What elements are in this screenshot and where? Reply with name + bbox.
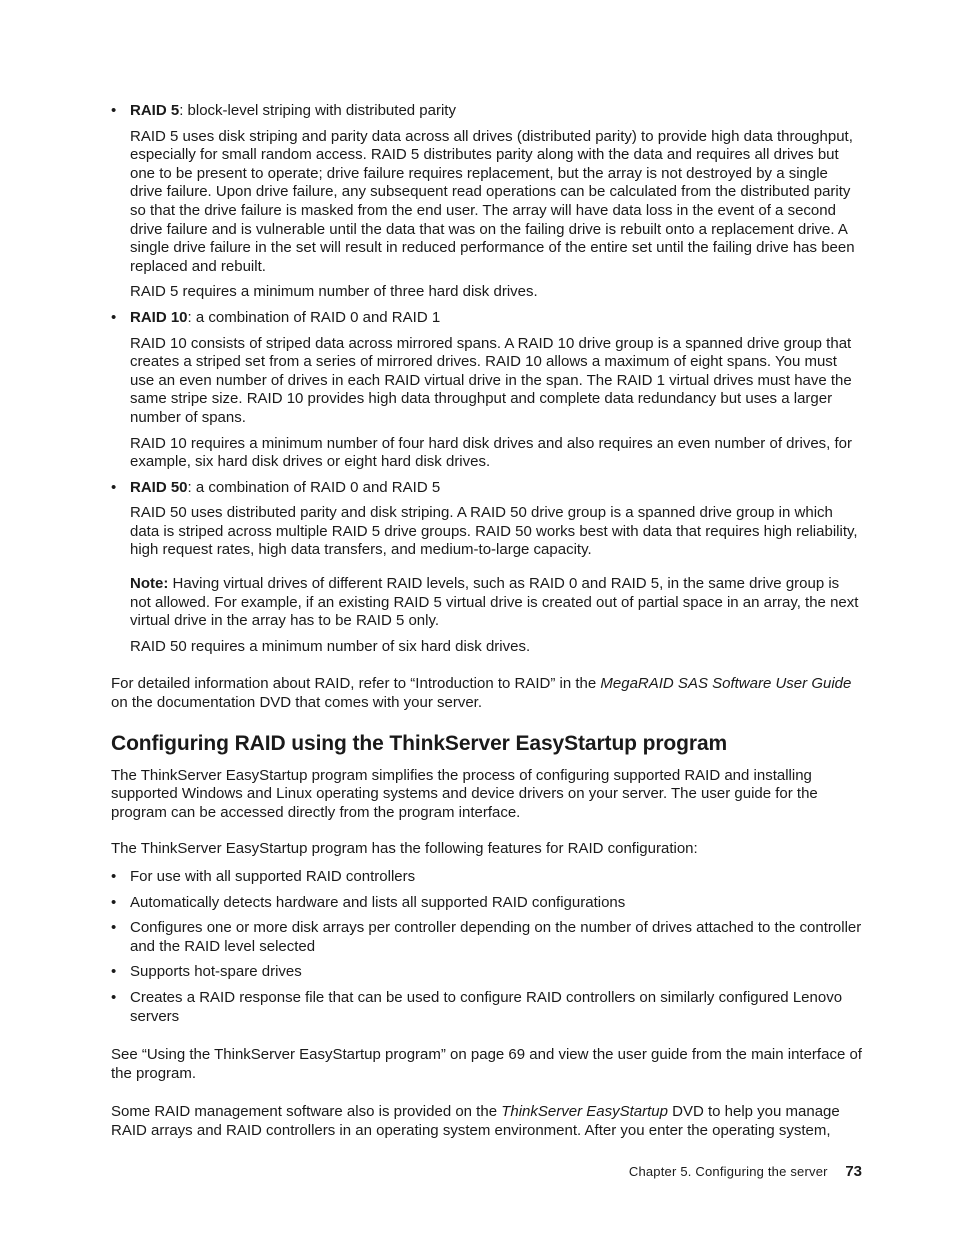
easystartup-dvd-title: ThinkServer EasyStartup bbox=[501, 1103, 668, 1121]
raid10-term: RAID 10 bbox=[130, 308, 188, 326]
bullet: • bbox=[111, 868, 117, 885]
raid10-item bbox=[111, 309, 864, 328]
raid50-body bbox=[111, 504, 864, 656]
page-body bbox=[111, 102, 864, 1141]
raid10-description: RAID 10 consists of striped data across mirrored spans. A RAID 10 drive group is a spanned drive group that creates a striped set from a series of mirrored drives. RAID 10 allows a maximum of eight spans. You must use an even number of drives in each RAID virtual drive in the span. The RAID 1 virtual drives must have the same stripe size. RAID 10 provides high data throughput and complete data redundancy but uses a larger number of spans. bbox=[130, 334, 852, 426]
page-number: 73 bbox=[845, 1163, 862, 1180]
raid50-note: Note: Having virtual drives of different RAID levels, such as RAID 0 and RAID 5, in the same drive group is not allowed. For example, if an existing RAID 5 virtual drive is created out of partial space in an array, the next virtual drive in the array has to be RAID 5 only. bbox=[130, 575, 859, 630]
megaraid-guide-title: MegaRAID SAS Software User Guide bbox=[600, 675, 852, 693]
raid10-body bbox=[111, 335, 864, 472]
bullet: • bbox=[111, 963, 117, 981]
raid5-description: RAID 5 uses disk striping and parity data across all drives (distributed parity) to provide high data throughput, especially for small random access. RAID 5 distributes parity along with the data and requires all drives but one to be present to operate; drive failure requires replacement, but the array is not destroyed by a single drive failure. Upon drive failure, any subsequent read operations can be calculated from the distributed parity so that the drive failure is masked from the end user. The array will have data loss in the event of a second drive failure and is vulnerable until the data that was on the failing drive is rebuilt onto a replacement drive. A single drive failure in the set will result in reduced performance of the entire set until the failing drive has been replaced and rebuilt. bbox=[130, 127, 855, 275]
features-intro: The ThinkServer EasyStartup program has the following features for RAID configuration: bbox=[111, 840, 698, 858]
note-label: Note: bbox=[130, 575, 169, 593]
list-item: • Configures one or more disk arrays per controller depending on the number of drives attached to the controller and the RAID level selected bbox=[111, 919, 862, 955]
bullet: • bbox=[111, 478, 117, 496]
raid50-description: RAID 50 uses distributed parity and disk striping. A RAID 50 drive group is a spanned drive group in which data is striped across multiple RAID 5 drive groups. RAID 50 works best with data that requires high reliability, high request rates, high data transfers, and medium-to-large capacity. bbox=[130, 504, 858, 559]
section-heading: Configuring RAID using the ThinkServer EasyStartup program bbox=[111, 731, 728, 755]
raid5-minimum: RAID 5 requires a minimum number of three hard disk drives. bbox=[130, 283, 538, 301]
raid50-term: RAID 50 bbox=[130, 478, 188, 496]
raid5-body bbox=[111, 128, 864, 302]
raid50-title: RAID 50: a combination of RAID 0 and RAID 5 bbox=[130, 478, 441, 496]
bullet: • bbox=[111, 893, 117, 911]
raid5-term: RAID 5 bbox=[130, 102, 180, 119]
section-intro: The ThinkServer EasyStartup program simplifies the process of configuring supported RAID and installing supported Windows and Linux operating systems and device drivers on your server. The user guide for the program can be accessed directly from the program interface. bbox=[111, 766, 818, 821]
list-item: • For use with all supported RAID controllers bbox=[111, 868, 416, 885]
software-paragraph: Some RAID management software also is provided on the ThinkServer EasyStartup DVD to help you manage RAID arrays and RAID controllers in an operating system environment. After you enter the operating system, bbox=[111, 1103, 840, 1139]
raid50-minimum: RAID 50 requires a minimum number of six hard disk drives. bbox=[130, 637, 531, 655]
detail-paragraph: For detailed information about RAID, refer to “Introduction to RAID” in the MegaRAID SAS Software User Guide on the documentation DVD that comes with your server. bbox=[111, 675, 852, 712]
raid10-title: RAID 10: a combination of RAID 0 and RAID 1 bbox=[130, 308, 441, 326]
list-item: • Creates a RAID response file that can be used to configure RAID controllers on similarly configured Lenovo servers bbox=[111, 988, 843, 1025]
bullet: • bbox=[111, 919, 117, 937]
raid10-minimum: RAID 10 requires a minimum number of four hard disk drives and also requires an even number of drives, for example, six hard disk drives or eight hard disk drives. bbox=[130, 434, 852, 471]
raid5-title: RAID 5: block-level striping with distributed parity bbox=[130, 102, 456, 119]
features-list bbox=[111, 868, 864, 1026]
raid50-item bbox=[111, 479, 864, 498]
chapter-label: Chapter 5. Configuring the server bbox=[628, 1164, 828, 1179]
raid5-item bbox=[111, 102, 864, 121]
page-footer bbox=[629, 1163, 862, 1181]
bullet: • bbox=[111, 308, 117, 326]
list-item: • Supports hot-spare drives bbox=[111, 963, 302, 981]
bullet: • bbox=[111, 102, 117, 119]
see-paragraph: See “Using the ThinkServer EasyStartup program” on page 69 and view the user guide from the main interface of the program. bbox=[111, 1046, 862, 1082]
list-item: • Automatically detects hardware and lists all supported RAID configurations bbox=[111, 893, 626, 911]
bullet: • bbox=[111, 988, 117, 1006]
